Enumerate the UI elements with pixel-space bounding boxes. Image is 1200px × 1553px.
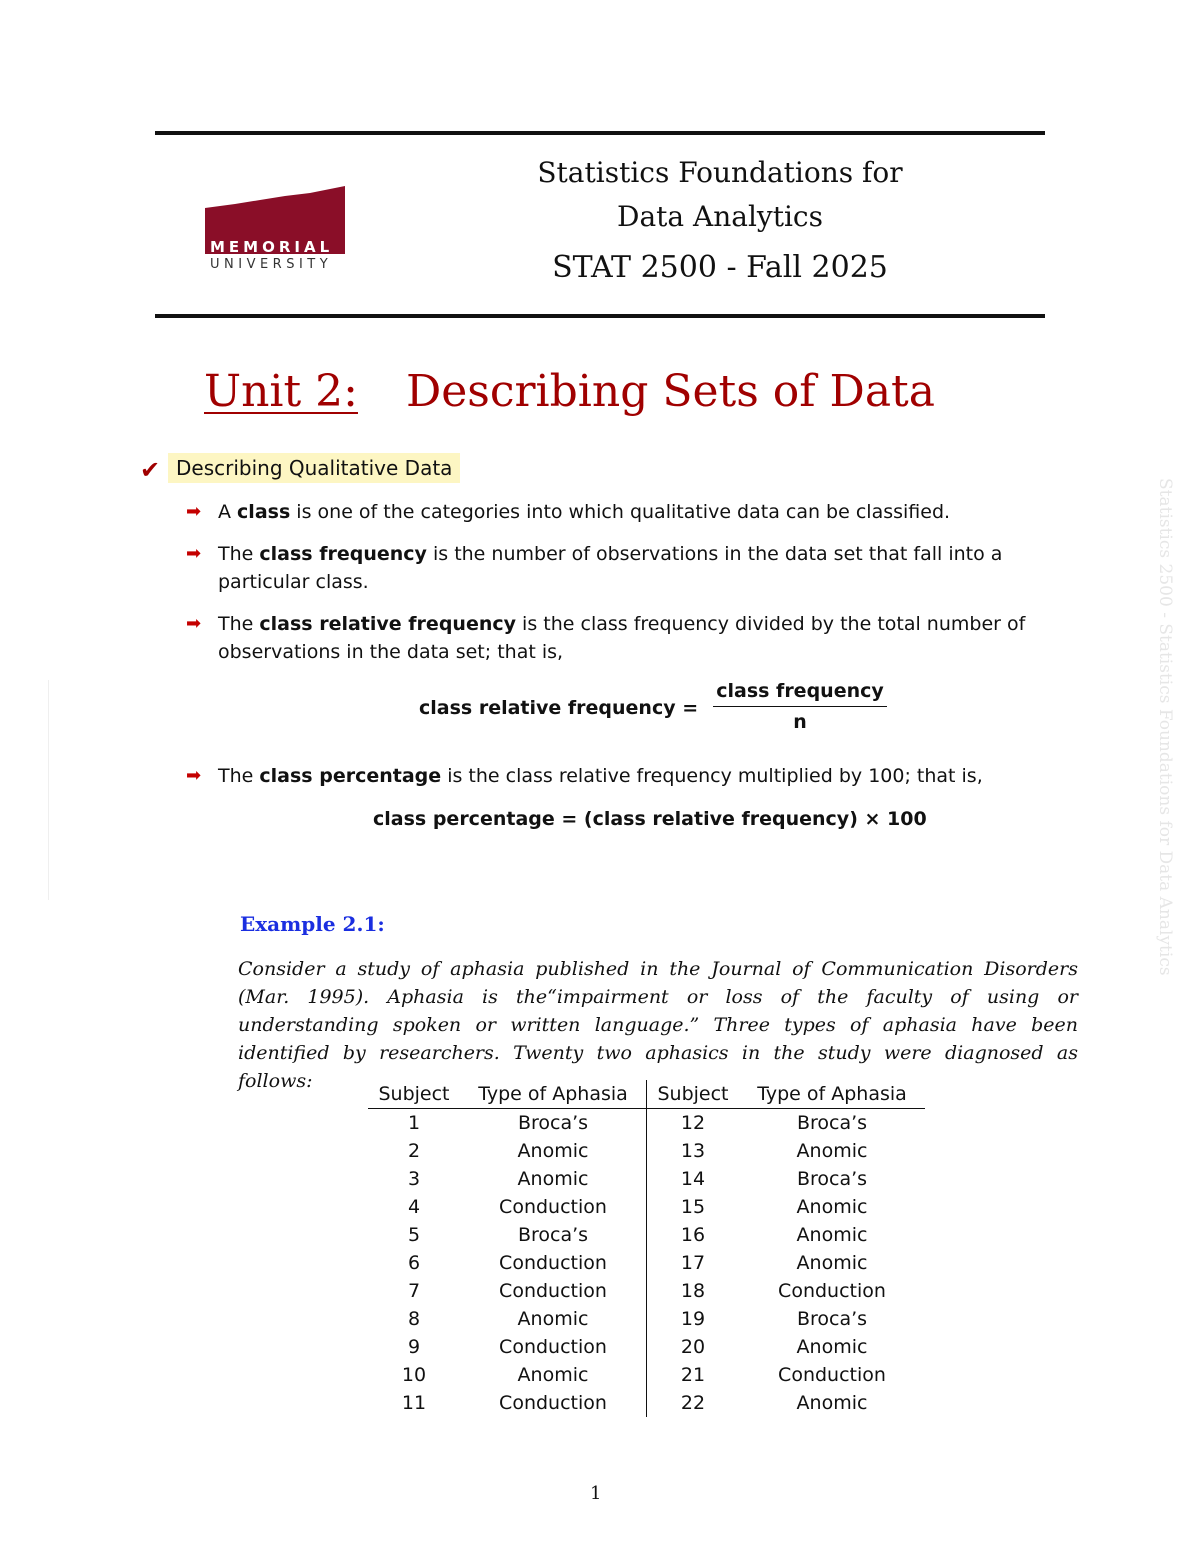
table-header-row (368, 1080, 925, 1109)
formula-relative-frequency-fraction (713, 680, 887, 733)
table-row: 2 Anomic 13 Anomic (368, 1137, 925, 1165)
bullet-class-relative-frequency: ➡ The class relative frequency is the class frequency divided by the total number of observations in the data set; that is, (218, 610, 1098, 666)
header-top-rule (155, 131, 1045, 135)
term-class: class (237, 501, 291, 523)
table-row: 6 Conduction 17 Anomic (368, 1249, 925, 1277)
table-row: 4 Conduction 15 Anomic (368, 1193, 925, 1221)
section-heading: Describing Qualitative Data (168, 453, 460, 483)
fraction-denominator: n (793, 711, 807, 733)
logo-wordmark-memorial: MEMORIAL (210, 238, 334, 256)
unit-title (204, 366, 935, 417)
table-row: 1 Broca’s 12 Broca’s (368, 1109, 925, 1138)
term-class-percentage: class percentage (259, 765, 442, 787)
course-code-term: STAT 2500 - Fall 2025 (552, 250, 888, 285)
bullet-class-percentage: ➡ The class percentage is the class relative frequency multiplied by 100; that is, (218, 762, 1098, 790)
fraction-numerator: class frequency (713, 680, 887, 707)
table-row: 11 Conduction 22 Anomic (368, 1389, 925, 1417)
unit-title-text: Describing Sets of Data (405, 366, 935, 417)
table-row: 8 Anomic 19 Broca’s (368, 1305, 925, 1333)
arrow-icon: ➡ (186, 613, 202, 634)
col-header-type: Type of Aphasia (460, 1080, 647, 1109)
arrow-icon: ➡ (186, 501, 202, 522)
unit-label: Unit 2: (204, 366, 358, 417)
term-class-relative-frequency: class relative frequency (259, 613, 517, 635)
check-icon: ✔ (140, 456, 161, 484)
margin-faint-line (48, 680, 49, 900)
col-header-type: Type of Aphasia (739, 1080, 925, 1109)
memorial-university-logo (205, 186, 350, 276)
table-row: 5 Broca’s 16 Anomic (368, 1221, 925, 1249)
bullet-class-frequency: ➡ The class frequency is the number of observations in the data set that fall into a particular class. (218, 540, 1098, 596)
bullet-class-definition: ➡ A class is one of the categories into which qualitative data can be classified. (218, 498, 1098, 526)
col-header-subject: Subject (368, 1080, 460, 1109)
logo-wordmark-university: UNIVERSITY (210, 257, 333, 272)
aphasia-table (368, 1080, 925, 1417)
course-title-line2: Data Analytics (617, 200, 823, 233)
formula-relative-frequency-lhs: class relative frequency = (419, 697, 699, 719)
course-title-line1: Statistics Foundations for (537, 156, 903, 189)
example-description: Consider a study of aphasia published in the Journal of Communication Disorders (Mar. 1995). Aphasia is the“impairment or loss of the faculty of using or understanding spoken or written language.” Three types of aphasia have been identified by researchers. Twenty two aphasics in the study were diagnosed as follows: (238, 958, 1078, 1092)
side-watermark: Statistics 2500 - Statistics Foundations for Data Analytics (1155, 478, 1175, 976)
table-row: 9 Conduction 20 Anomic (368, 1333, 925, 1361)
term-class-frequency: class frequency (259, 543, 427, 565)
header-bottom-rule (155, 314, 1045, 318)
table-row: 3 Anomic 14 Broca’s (368, 1165, 925, 1193)
page-number: 1 (590, 1483, 602, 1504)
table-row: 7 Conduction 18 Conduction (368, 1277, 925, 1305)
arrow-icon: ➡ (186, 543, 202, 564)
table-row: 10 Anomic 21 Conduction (368, 1361, 925, 1389)
formula-class-percentage: class percentage = (class relative frequency) × 100 (373, 808, 927, 830)
col-header-subject: Subject (647, 1080, 740, 1109)
arrow-icon: ➡ (186, 765, 202, 786)
example-heading: Example 2.1: (240, 912, 385, 936)
